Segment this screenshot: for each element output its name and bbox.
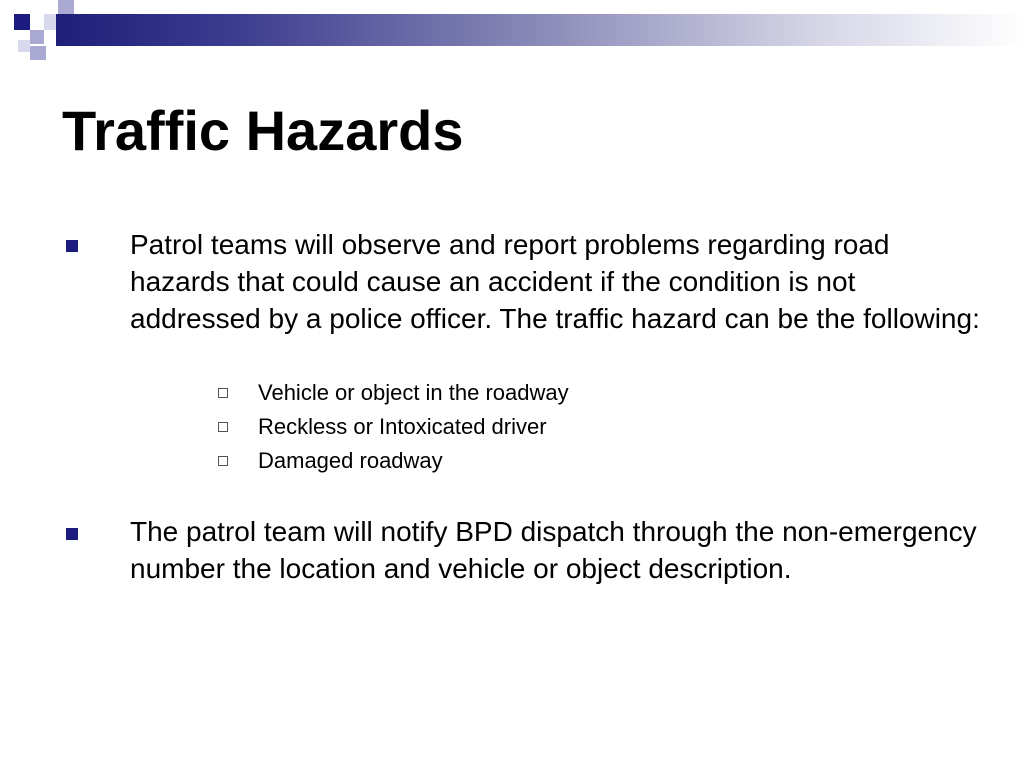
bullet-text: Patrol teams will observe and report problems regarding road hazards that could cause an accident if the condition is not addressed by a police officer. The traffic hazard can be the following: [130,229,980,334]
sub-bullet-item [0,448,800,478]
bullet-text: The patrol team will notify BPD dispatch through the non-emergency number the location and vehicle or object description. [130,516,977,584]
decor-square [44,14,56,30]
sub-bullet-text: Damaged roadway [258,448,443,473]
decor-square [58,0,74,14]
sub-bullet-text: Vehicle or object in the roadway [258,380,569,405]
sub-bullet-text: Reckless or Intoxicated driver [258,414,547,439]
decor-square [30,46,46,60]
header-gradient-bar [56,14,1024,46]
square-bullet-icon [66,240,78,252]
decor-square [14,14,30,30]
hollow-square-bullet-icon [218,388,228,398]
hollow-square-bullet-icon [218,422,228,432]
decor-square [18,40,30,52]
slide-title: Traffic Hazards [62,99,464,162]
sub-bullet-item [0,414,800,444]
sub-bullet-item [0,380,800,410]
square-bullet-icon [66,528,78,540]
decor-square [30,30,44,44]
hollow-square-bullet-icon [218,456,228,466]
